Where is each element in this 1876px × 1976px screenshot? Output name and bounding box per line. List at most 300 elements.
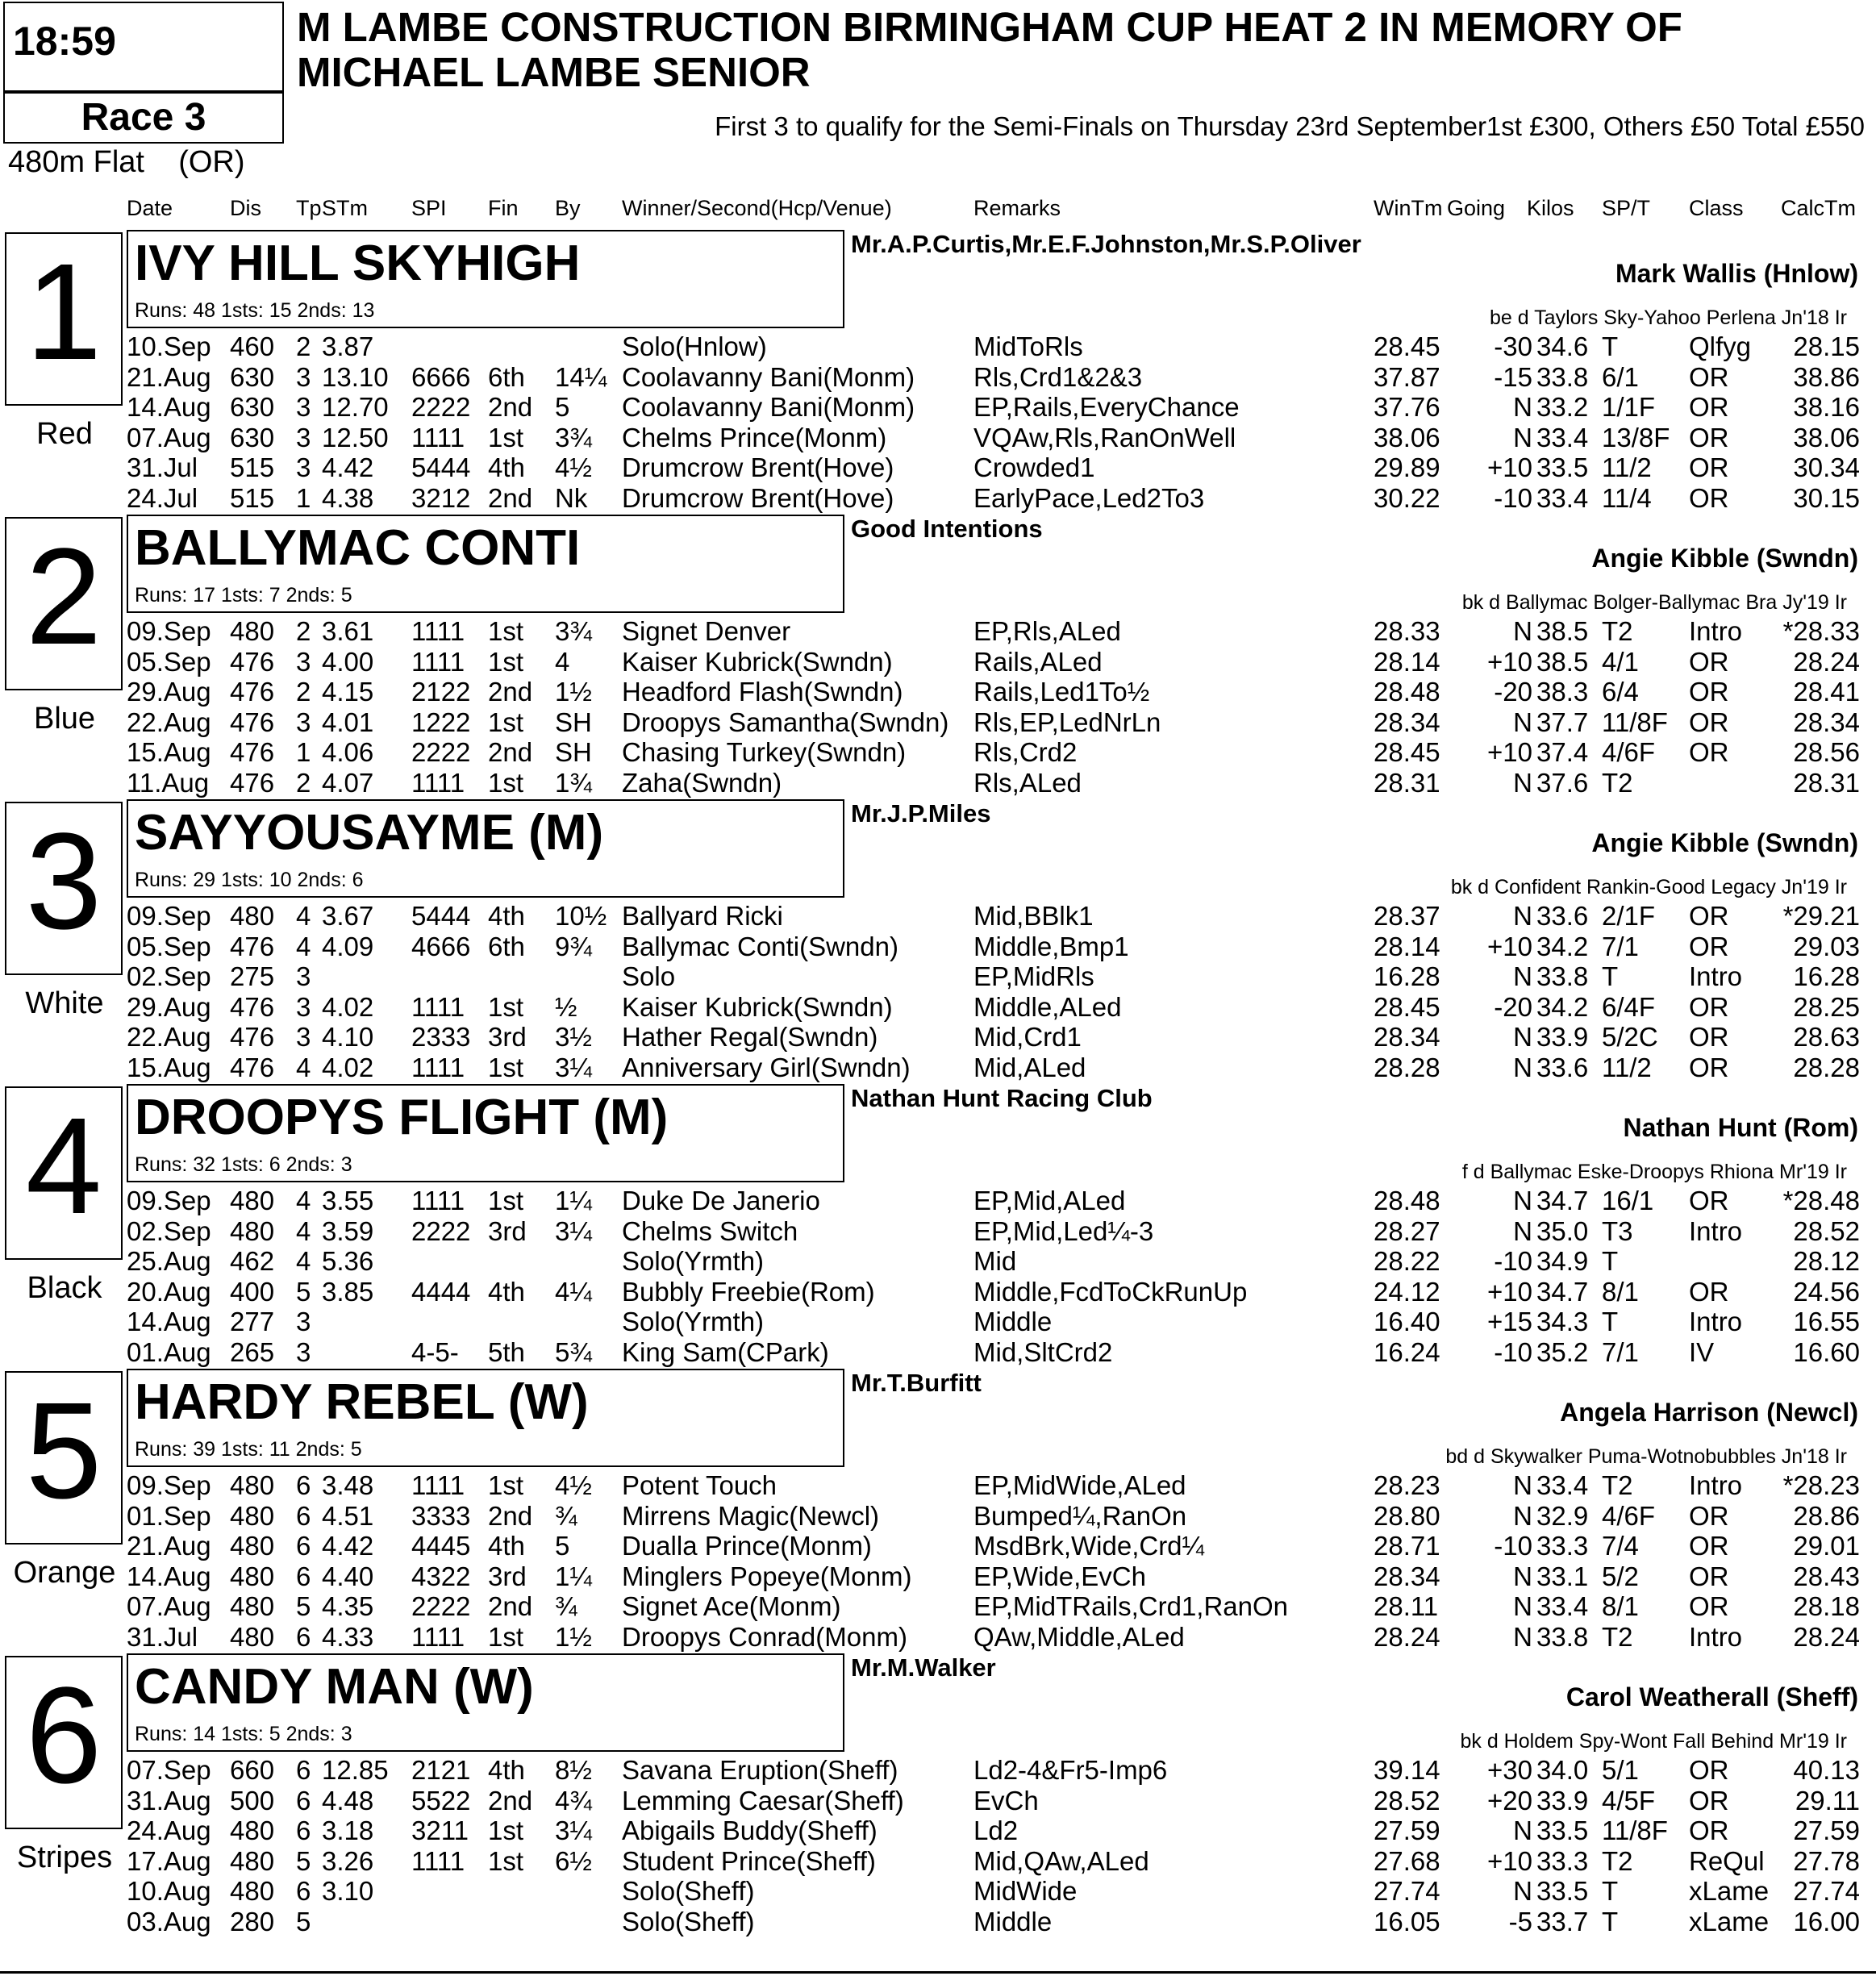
form-calc: 29.01 — [1793, 1531, 1860, 1561]
form-tp: 3 — [296, 1337, 311, 1367]
form-by: 10½ — [555, 901, 607, 931]
form-tp: 5 — [296, 1591, 311, 1622]
form-dis: 476 — [230, 707, 275, 737]
runs-summary: Runs: 39 1sts: 11 2nds: 5 — [135, 1438, 362, 1461]
form-wintm: 28.80 — [1374, 1500, 1440, 1531]
form-stm: 4.15 — [322, 677, 374, 707]
form-sp: 8/1 — [1602, 1276, 1639, 1307]
form-dis: 480 — [230, 1186, 275, 1215]
form-kilos: 33.2 — [1536, 392, 1589, 423]
owner: Mr.J.P.Miles — [851, 799, 991, 828]
form-fin: 4th — [488, 1531, 525, 1561]
form-calc: 28.52 — [1793, 1215, 1860, 1246]
form-kilos: 35.0 — [1536, 1215, 1589, 1246]
form-date: 29.Aug — [127, 991, 211, 1022]
form-wintm: 28.48 — [1374, 1186, 1440, 1215]
form-tp: 6 — [296, 1755, 311, 1785]
form-tp: 6 — [296, 1876, 311, 1907]
form-by: 3¼ — [555, 1053, 592, 1082]
form-dis: 480 — [230, 901, 275, 931]
form-dis: 480 — [230, 1470, 275, 1500]
form-winner: Droopys Conrad(Monm) — [622, 1622, 907, 1652]
form-remarks: EP,Wide,EvCh — [973, 1561, 1146, 1591]
form-going: N — [1513, 707, 1532, 737]
form-kilos: 33.4 — [1536, 483, 1589, 513]
dog-name-box — [127, 515, 844, 613]
form-stm: 3.59 — [322, 1215, 374, 1246]
form-date: 05.Sep — [127, 931, 211, 961]
form-fin: 2nd — [488, 483, 533, 513]
form-winner: Solo(Sheff) — [622, 1907, 755, 1936]
form-calc: 28.86 — [1793, 1500, 1860, 1531]
form-kilos: 38.5 — [1536, 616, 1589, 646]
form-date: 24.Jul — [127, 483, 198, 513]
trainer: Carol Weatherall (Sheff) — [1565, 1682, 1858, 1711]
race-number-box — [3, 92, 284, 144]
form-remarks: VQAw,Rls,RanOnWell — [973, 422, 1236, 452]
form-by: 5 — [555, 1531, 570, 1561]
form-date: 21.Aug — [127, 1531, 211, 1561]
form-class: OR — [1689, 646, 1729, 677]
trainer: Angie Kibble (Swndn) — [1591, 828, 1858, 857]
form-fin: 2nd — [488, 1500, 533, 1531]
form-class: OR — [1689, 991, 1729, 1022]
form-by: 3½ — [555, 1022, 592, 1053]
form-fin: 2nd — [488, 1785, 533, 1816]
form-date: 14.Aug — [127, 392, 211, 423]
form-wintm: 28.45 — [1374, 737, 1440, 768]
form-stm: 13.10 — [322, 361, 389, 392]
form-going: -10 — [1494, 1337, 1532, 1367]
form-row — [0, 1531, 1876, 1561]
form-date: 01.Aug — [127, 1337, 211, 1367]
form-date: 29.Aug — [127, 677, 211, 707]
form-dis: 480 — [230, 1845, 275, 1876]
form-going: +10 — [1487, 452, 1532, 483]
form-winner: Bubbly Freebie(Rom) — [622, 1276, 875, 1307]
form-calc: *29.21 — [1782, 901, 1860, 931]
form-by: 3¾ — [555, 422, 592, 452]
col-class: Class — [1689, 196, 1744, 220]
form-going: N — [1513, 1591, 1532, 1622]
form-row — [0, 737, 1876, 767]
form-remarks: Mid,BBlk1 — [973, 901, 1094, 931]
form-fin: 1st — [488, 1816, 524, 1846]
form-remarks: QAw,Middle,ALed — [973, 1622, 1185, 1652]
form-date: 15.Aug — [127, 1053, 211, 1082]
form-spi: 1111 — [411, 1186, 465, 1215]
form-going: +15 — [1487, 1307, 1532, 1337]
form-calc: 40.13 — [1793, 1755, 1860, 1785]
trap-number: 5 — [25, 1374, 102, 1528]
form-tp: 3 — [296, 961, 311, 992]
form-stm: 3.85 — [322, 1276, 374, 1307]
form-remarks: Ld2 — [973, 1816, 1019, 1846]
form-class: OR — [1689, 1561, 1729, 1591]
form-class: OR — [1689, 1531, 1729, 1561]
form-calc: 30.15 — [1793, 483, 1860, 513]
form-remarks: Rls,EP,LedNrLn — [973, 707, 1161, 737]
dog-name-box — [127, 1084, 844, 1182]
form-stm: 4.40 — [322, 1561, 374, 1591]
trap-number: 2 — [25, 520, 102, 673]
form-going: -20 — [1494, 991, 1532, 1022]
form-kilos: 33.6 — [1536, 1053, 1589, 1082]
form-class: Intro — [1689, 961, 1743, 992]
dog-name: SAYYOUSAYME (M) — [135, 805, 604, 861]
form-sp: T2 — [1602, 1622, 1633, 1652]
form-wintm: 28.71 — [1374, 1531, 1440, 1561]
form-dis: 480 — [230, 1591, 275, 1622]
form-wintm: 28.45 — [1374, 991, 1440, 1022]
form-stm: 4.01 — [322, 707, 374, 737]
form-dis: 460 — [230, 331, 275, 361]
trap-color: White — [25, 986, 104, 1020]
form-fin: 2nd — [488, 392, 533, 423]
form-row — [0, 1755, 1876, 1785]
form-remarks: Middle,ALed — [973, 991, 1122, 1022]
form-row — [0, 331, 1876, 361]
form-class: Intro — [1689, 1215, 1743, 1246]
form-calc: *28.48 — [1782, 1186, 1860, 1215]
form-remarks: Middle — [973, 1307, 1053, 1337]
form-spi: 5444 — [411, 452, 471, 483]
form-spi: 2222 — [411, 392, 471, 423]
form-winner: Coolavanny Bani(Monm) — [622, 392, 915, 423]
form-class: OR — [1689, 677, 1729, 707]
form-class: OR — [1689, 361, 1729, 392]
form-date: 21.Aug — [127, 361, 211, 392]
form-wintm: 24.12 — [1374, 1276, 1440, 1307]
form-calc: 38.86 — [1793, 361, 1860, 392]
form-by: 8½ — [555, 1755, 592, 1785]
form-kilos: 34.9 — [1536, 1246, 1589, 1277]
form-row — [0, 1622, 1876, 1652]
form-row — [0, 677, 1876, 707]
form-by: 6½ — [555, 1845, 592, 1876]
form-by: 3¼ — [555, 1816, 592, 1846]
form-by: 14¼ — [555, 361, 607, 392]
form-row — [0, 1337, 1876, 1367]
form-going: -20 — [1494, 677, 1532, 707]
form-winner: Mirrens Magic(Newcl) — [622, 1500, 880, 1531]
form-remarks: MidToRls — [973, 331, 1083, 361]
runs-summary: Runs: 17 1sts: 7 2nds: 5 — [135, 584, 352, 607]
form-dis: 500 — [230, 1785, 275, 1816]
form-remarks: Bumped¼,RanOn — [973, 1500, 1187, 1531]
form-calc: 28.24 — [1793, 646, 1860, 677]
form-by: Nk — [555, 483, 588, 513]
form-tp: 4 — [296, 1186, 311, 1215]
form-spi: 1111 — [411, 1470, 465, 1500]
col-tp: Tp — [296, 196, 322, 220]
form-sp: 11/2 — [1602, 452, 1652, 483]
form-fin: 5th — [488, 1337, 525, 1367]
form-tp: 5 — [296, 1845, 311, 1876]
race-number: Race 3 — [81, 96, 206, 139]
form-stm: 4.09 — [322, 931, 374, 961]
form-by: SH — [555, 707, 592, 737]
form-calc: 27.59 — [1793, 1816, 1860, 1846]
form-spi: 2222 — [411, 737, 471, 768]
form-winner: Ballymac Conti(Swndn) — [622, 931, 898, 961]
form-spi: 1111 — [411, 616, 465, 646]
form-dis: 476 — [230, 677, 275, 707]
dog-name: BALLYMAC CONTI — [135, 520, 581, 576]
form-dis: 660 — [230, 1755, 275, 1785]
runs-summary: Runs: 29 1sts: 10 2nds: 6 — [135, 869, 364, 891]
form-class: OR — [1689, 707, 1729, 737]
form-sp: 1/1F — [1602, 392, 1656, 423]
form-calc: 24.56 — [1793, 1276, 1860, 1307]
form-wintm: 28.22 — [1374, 1246, 1440, 1277]
form-wintm: 28.34 — [1374, 1561, 1440, 1591]
col-remarks: Remarks — [973, 196, 1061, 220]
form-winner: Dualla Prince(Monm) — [622, 1531, 872, 1561]
form-by: 9¾ — [555, 931, 592, 961]
form-tp: 3 — [296, 392, 311, 423]
form-row — [0, 616, 1876, 646]
form-dis: 476 — [230, 931, 275, 961]
dog-name: HARDY REBEL (W) — [135, 1374, 589, 1430]
trap-color: Blue — [33, 702, 96, 736]
form-row — [0, 452, 1876, 482]
trainer: Angie Kibble (Swndn) — [1591, 544, 1858, 573]
form-going: +10 — [1487, 931, 1532, 961]
form-remarks: EP,MidWide,ALed — [973, 1470, 1186, 1500]
form-kilos: 33.5 — [1536, 1876, 1589, 1907]
form-fin: 6th — [488, 361, 525, 392]
form-row — [0, 1846, 1876, 1876]
form-dis: 476 — [230, 1053, 275, 1082]
form-date: 05.Sep — [127, 646, 211, 677]
form-by: 1½ — [555, 677, 592, 707]
form-by: 4 — [555, 646, 570, 677]
form-wintm: 16.05 — [1374, 1907, 1440, 1936]
form-remarks: Rls,ALed — [973, 768, 1082, 798]
form-dis: 476 — [230, 1022, 275, 1053]
form-tp: 6 — [296, 1622, 311, 1652]
form-date: 31.Jul — [127, 1622, 198, 1652]
form-winner: Kaiser Kubrick(Swndn) — [622, 646, 893, 677]
form-by: ¾ — [555, 1500, 577, 1531]
form-kilos: 33.6 — [1536, 901, 1589, 931]
form-winner: Abigails Buddy(Sheff) — [622, 1816, 878, 1846]
form-date: 07.Sep — [127, 1755, 211, 1785]
form-date: 01.Sep — [127, 1500, 211, 1531]
form-class: OR — [1689, 1053, 1729, 1082]
form-remarks: Mid,ALed — [973, 1053, 1086, 1082]
form-sp: T — [1602, 1246, 1619, 1277]
form-kilos: 34.6 — [1536, 331, 1589, 361]
trap-color: Red — [36, 417, 93, 451]
form-tp: 2 — [296, 616, 311, 646]
form-wintm: 16.28 — [1374, 961, 1440, 992]
form-class: OR — [1689, 737, 1729, 768]
form-fin: 3rd — [488, 1561, 527, 1591]
form-calc: 38.16 — [1793, 392, 1860, 423]
race-time: 18:59 — [13, 19, 116, 64]
form-sp: 4/6F — [1602, 1500, 1656, 1531]
form-sp: 8/1 — [1602, 1591, 1639, 1622]
form-tp: 6 — [296, 1785, 311, 1816]
form-wintm: 28.24 — [1374, 1622, 1440, 1652]
form-wintm: 28.34 — [1374, 707, 1440, 737]
form-wintm: 28.48 — [1374, 677, 1440, 707]
form-row — [0, 647, 1876, 677]
form-class: xLame — [1689, 1907, 1770, 1936]
form-wintm: 30.22 — [1374, 483, 1440, 513]
form-stm: 4.02 — [322, 1053, 374, 1082]
form-tp: 3 — [296, 646, 311, 677]
owner: Mr.T.Burfitt — [851, 1369, 982, 1397]
form-date: 09.Sep — [127, 616, 211, 646]
form-sp: T3 — [1602, 1215, 1633, 1246]
form-row — [0, 932, 1876, 961]
form-fin: 3rd — [488, 1215, 527, 1246]
form-sp: 4/6F — [1602, 737, 1656, 768]
form-wintm: 28.28 — [1374, 1053, 1440, 1082]
form-winner: Student Prince(Sheff) — [622, 1845, 876, 1876]
form-going: +10 — [1487, 646, 1532, 677]
form-remarks: EP,MidRls — [973, 961, 1094, 992]
form-dis: 277 — [230, 1307, 275, 1337]
form-sp: 11/4 — [1602, 483, 1652, 513]
form-class: OR — [1689, 1186, 1729, 1215]
form-calc: 28.31 — [1793, 768, 1860, 798]
form-row — [0, 1186, 1876, 1215]
form-dis: 630 — [230, 361, 275, 392]
form-by: 1¼ — [555, 1186, 592, 1215]
form-remarks: Crowded1 — [973, 452, 1095, 483]
form-sp: 4/1 — [1602, 646, 1639, 677]
form-calc: 28.41 — [1793, 677, 1860, 707]
col-stm: STm — [322, 196, 368, 220]
form-fin: 1st — [488, 707, 524, 737]
form-calc: 28.34 — [1793, 707, 1860, 737]
form-row — [0, 1907, 1876, 1936]
form-tp: 6 — [296, 1470, 311, 1500]
race-title: M LAMBE CONSTRUCTION BIRMINGHAM CUP HEAT 2 IN MEMORY OF MICHAEL LAMBE SENIOR — [297, 4, 1682, 95]
col-by: By — [555, 196, 581, 220]
form-spi: 3212 — [411, 483, 471, 513]
form-calc: 28.25 — [1793, 991, 1860, 1022]
form-class: OR — [1689, 1591, 1729, 1622]
form-tp: 4 — [296, 1215, 311, 1246]
form-going: N — [1513, 616, 1532, 646]
form-spi: 2222 — [411, 1215, 471, 1246]
form-spi: 4-5- — [411, 1337, 459, 1367]
form-winner: Potent Touch — [622, 1470, 777, 1500]
form-calc: 28.24 — [1793, 1622, 1860, 1652]
form-remarks: Ld2-4&Fr5-Imp6 — [973, 1755, 1168, 1785]
form-remarks: MidWide — [973, 1876, 1078, 1907]
form-winner: Drumcrow Brent(Hove) — [622, 483, 894, 513]
form-fin: 1st — [488, 1186, 524, 1215]
form-class: xLame — [1689, 1876, 1770, 1907]
form-calc: 28.63 — [1793, 1022, 1860, 1053]
owner: Mr.M.Walker — [851, 1653, 996, 1682]
form-winner: Duke De Janerio — [622, 1186, 820, 1215]
form-stm: 4.02 — [322, 991, 374, 1022]
form-calc: 29.11 — [1795, 1785, 1860, 1816]
form-date: 20.Aug — [127, 1276, 211, 1307]
form-stm: 3.18 — [322, 1816, 374, 1846]
form-class: OR — [1689, 452, 1729, 483]
form-wintm: 37.87 — [1374, 361, 1440, 392]
form-date: 03.Aug — [127, 1907, 211, 1936]
form-stm: 12.85 — [322, 1755, 389, 1785]
form-kilos: 33.5 — [1536, 452, 1589, 483]
col-fin: Fin — [488, 196, 519, 220]
form-winner: Drumcrow Brent(Hove) — [622, 452, 894, 483]
form-kilos: 33.9 — [1536, 1022, 1589, 1053]
form-tp: 6 — [296, 1816, 311, 1846]
form-going: N — [1513, 1622, 1532, 1652]
form-remarks: MsdBrk,Wide,Crd¼ — [973, 1531, 1205, 1561]
form-stm: 3.87 — [322, 331, 374, 361]
form-date: 10.Aug — [127, 1876, 211, 1907]
form-date: 31.Jul — [127, 452, 198, 483]
form-winner: Solo(Yrmth) — [622, 1246, 765, 1277]
form-going: +20 — [1487, 1785, 1532, 1816]
form-dis: 476 — [230, 768, 275, 798]
form-by: 4¾ — [555, 1785, 592, 1816]
form-wintm: 27.68 — [1374, 1845, 1440, 1876]
form-class: OR — [1689, 1785, 1729, 1816]
form-stm: 3.10 — [322, 1876, 374, 1907]
form-sp: T — [1602, 1307, 1619, 1337]
form-kilos: 32.9 — [1536, 1500, 1589, 1531]
form-kilos: 37.4 — [1536, 737, 1589, 768]
form-dis: 515 — [230, 483, 275, 513]
form-row — [0, 1816, 1876, 1845]
race-distance: 480m Flat (OR) — [8, 145, 245, 179]
form-winner: Signet Denver — [622, 616, 791, 646]
form-kilos: 33.4 — [1536, 1591, 1589, 1622]
form-by: 4½ — [555, 1470, 592, 1500]
form-tp: 1 — [296, 483, 311, 513]
form-dis: 480 — [230, 1215, 275, 1246]
form-remarks: EP,Rails,EveryChance — [973, 392, 1240, 423]
form-kilos: 33.3 — [1536, 1845, 1589, 1876]
form-dis: 476 — [230, 991, 275, 1022]
form-dis: 630 — [230, 422, 275, 452]
form-stm: 12.70 — [322, 392, 389, 423]
form-dis: 480 — [230, 1500, 275, 1531]
trap-number: 4 — [25, 1090, 102, 1243]
form-dis: 400 — [230, 1276, 275, 1307]
form-tp: 4 — [296, 1246, 311, 1277]
form-fin: 1st — [488, 1053, 524, 1082]
form-tp: 3 — [296, 452, 311, 483]
form-wintm: 28.11 — [1374, 1591, 1439, 1622]
form-spi: 1111 — [411, 1845, 465, 1876]
form-calc: 28.18 — [1793, 1591, 1860, 1622]
form-spi: 3211 — [411, 1816, 469, 1846]
form-tp: 2 — [296, 331, 311, 361]
form-tp: 5 — [296, 1907, 311, 1936]
form-date: 22.Aug — [127, 707, 211, 737]
dog-name-box — [127, 230, 844, 328]
form-kilos: 34.2 — [1536, 991, 1589, 1022]
form-sp: 6/4 — [1602, 677, 1639, 707]
form-row — [0, 1277, 1876, 1307]
form-wintm: 28.27 — [1374, 1215, 1440, 1246]
form-kilos: 34.2 — [1536, 931, 1589, 961]
form-remarks: Middle — [973, 1907, 1053, 1936]
form-dis: 476 — [230, 646, 275, 677]
